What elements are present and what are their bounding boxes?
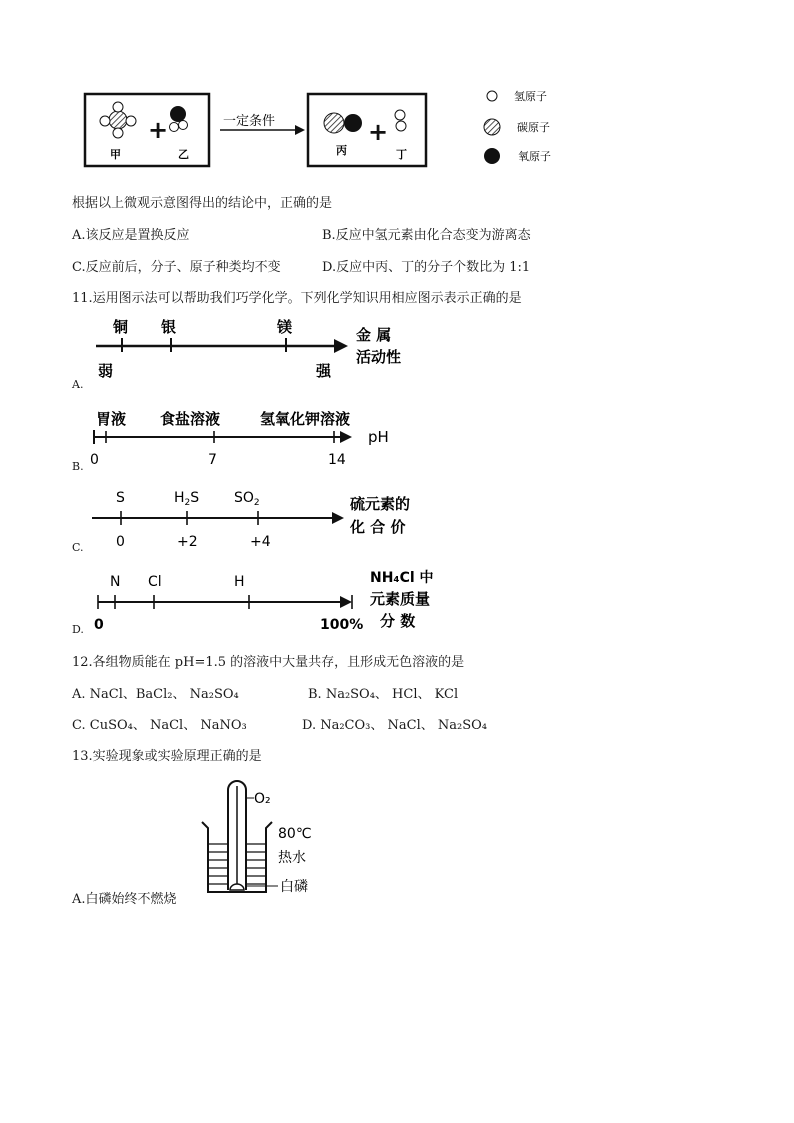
q11-d-axis: [88, 566, 458, 636]
q12-option-a: A. NaCl、BaCl₂、 Na₂SO₄: [72, 687, 239, 702]
axis-title-1: 硫元素的: [350, 495, 411, 513]
q11-a-axis: [90, 312, 430, 384]
label-o2: O₂: [254, 791, 271, 807]
axis-title-3: 分 数: [380, 612, 416, 630]
label-yi: 乙: [178, 148, 189, 161]
mark-cl: Cl: [148, 574, 162, 590]
tick-plus2: +2: [177, 534, 198, 550]
q13-stem: 13.实验现象或实验原理正确的是: [72, 749, 262, 764]
axis-right-100: 100%: [320, 617, 364, 633]
label-hot-water: 热水: [278, 850, 306, 866]
tick-0: 0: [116, 534, 125, 550]
q11-b-label: B.: [72, 460, 84, 473]
tick-7: 7: [208, 452, 217, 468]
q11-b-axis: [88, 404, 418, 470]
tick-plus4: +4: [250, 534, 271, 550]
reaction-diagram: [80, 88, 580, 178]
axis-title-1: NH₄Cl 中: [370, 570, 434, 586]
mark-gastric-juice: 胃液: [96, 410, 127, 428]
q10-option-d: D.反应中丙、丁的分子个数比为 1:1: [322, 260, 531, 275]
mark-s: S: [116, 490, 125, 506]
label-white-phosphorus: 白磷: [280, 879, 308, 895]
mark-h: H: [234, 574, 245, 590]
tick-0: 0: [90, 452, 99, 468]
product-box: [308, 94, 426, 166]
legend-hydrogen: 氢原子: [514, 90, 547, 103]
q11-a-label: A.: [72, 378, 84, 391]
axis-right-strong: 强: [316, 362, 332, 380]
axis-left-0: 0: [94, 617, 104, 633]
axis-title-2: 活动性: [356, 348, 402, 366]
q10-option-b: B.反应中氢元素由化合态变为游离态: [322, 228, 531, 243]
svg-text:+: +: [148, 116, 169, 144]
q13-apparatus-figure: [190, 776, 330, 906]
label-temp: 80℃: [278, 826, 312, 842]
q12-stem: 12.各组物质能在 pH=1.5 的溶液中大量共存，且形成无色溶液的是: [72, 655, 465, 670]
q11-c-label: C.: [72, 541, 84, 554]
mark-so2: $SO_2$: [234, 490, 260, 508]
q12-option-d: D. Na₂CO₃、 NaCl、 Na₂SO₄: [302, 718, 487, 733]
mark-copper: 铜: [113, 318, 129, 336]
svg-text:+: +: [368, 118, 389, 146]
axis-title-2: 元素质量: [370, 590, 431, 608]
q10-option-c: C.反应前后，分子、原子种类均不变: [72, 260, 281, 275]
reactant-box: [85, 94, 209, 166]
mark-silver: 银: [161, 318, 177, 336]
legend-oxygen: 氧原子: [518, 150, 551, 163]
label-ding: 丁: [396, 148, 407, 161]
mark-n: N: [110, 574, 121, 590]
mark-h2s: $H_2S$: [174, 490, 200, 508]
legend-carbon: 碳原子: [517, 121, 550, 134]
label-bing: 丙: [336, 144, 347, 157]
q10-option-a: A.该反应是置换反应: [72, 228, 190, 243]
q10-stem: 根据以上微观示意图得出的结论中，正确的是: [72, 196, 333, 211]
axis-left-weak: 弱: [98, 362, 114, 380]
legend: [484, 89, 551, 164]
q12-option-c: C. CuSO₄、 NaCl、 NaNO₃: [72, 718, 247, 733]
mark-salt-solution: 食盐溶液: [160, 410, 221, 428]
label-jia: 甲: [110, 148, 121, 161]
q11-c-axis: [88, 484, 428, 554]
tick-14: 14: [328, 452, 346, 468]
axis-title-2: 化 合 价: [350, 518, 406, 536]
q11-stem: 11.运用图示法可以帮助我们巧学化学。下列化学知识用相应图示表示正确的是: [72, 291, 522, 306]
axis-unit-ph: pH: [368, 428, 389, 446]
white-phosphorus: [230, 884, 244, 890]
axis-title-1: 金 属: [356, 326, 392, 344]
mark-magnesium: 镁: [277, 318, 293, 336]
q13-a-caption: A.白磷始终不燃烧: [72, 892, 177, 907]
arrow-condition-label: 一定条件: [223, 114, 276, 129]
mark-koh-solution: 氢氧化钾溶液: [260, 410, 351, 428]
q12-option-b: B. Na₂SO₄、 HCl、 KCl: [308, 687, 459, 702]
q11-d-label: D.: [72, 623, 84, 636]
